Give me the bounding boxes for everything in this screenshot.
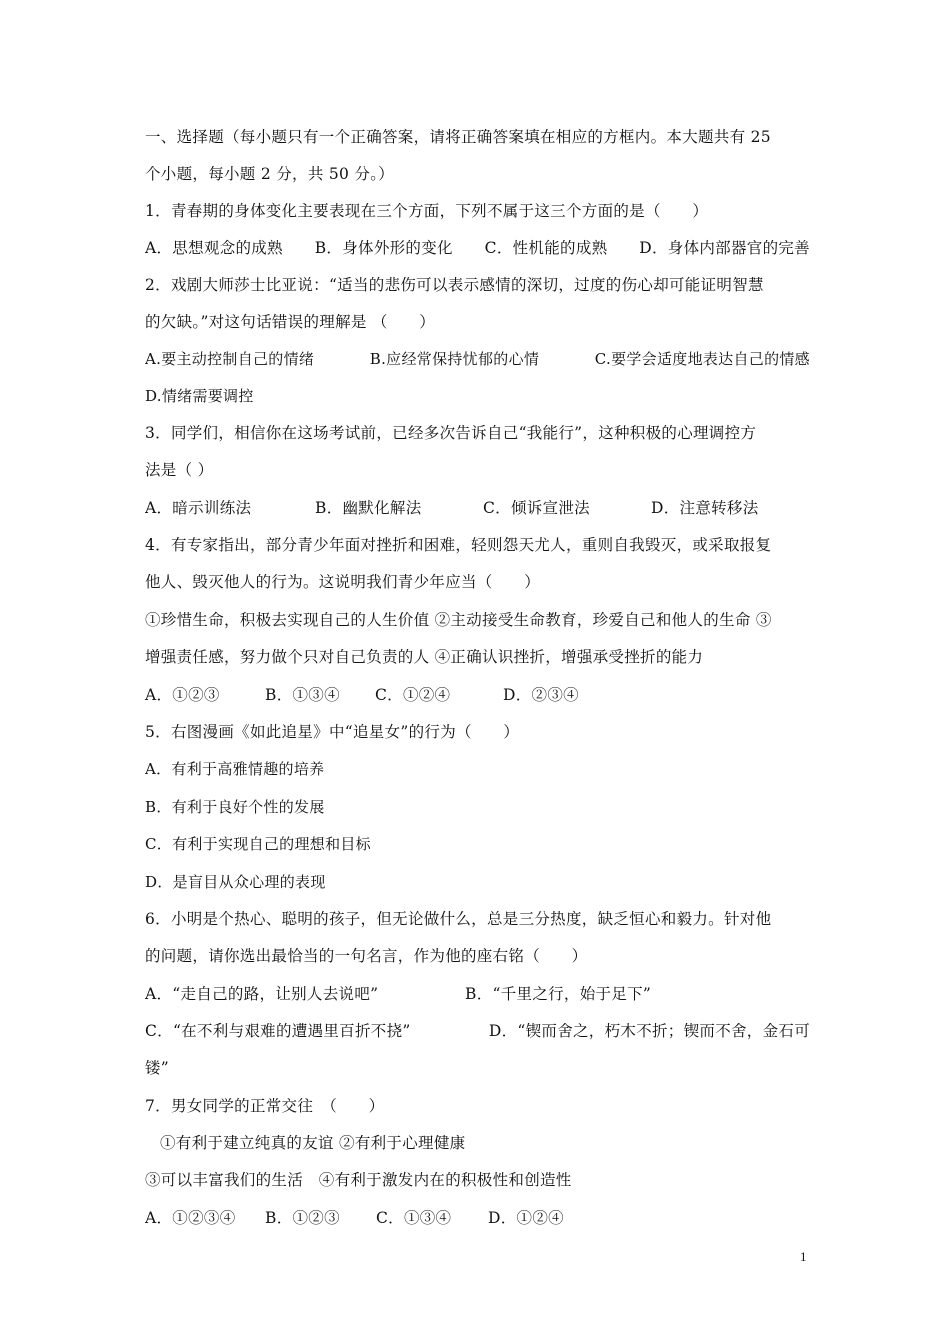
question-7-stem: 7．男女同学的正常交往 （ ） [145,1097,385,1115]
question-7-statements-line-1: ①有利于建立纯真的友谊 ②有利于心理健康 [160,1134,466,1152]
question-4-statements-line-2: 增强责任感，努力做个只对自己负责的人 ④正确认识挫折，增强承受挫折的能力 [145,648,704,666]
page-number: 1 [800,1249,807,1264]
question-1-options [145,237,810,259]
q1-option-b: B．身体外形的变化 [314,239,453,257]
q7-option-c: C．①③④ [376,1209,452,1227]
q1-option-d: D．身体内部器官的完善 [639,239,810,257]
q4-option-d: D．②③④ [503,686,579,704]
question-6-options-cd [145,1020,810,1042]
question-4-stem-line-1: 4．有专家指出，部分青少年面对挫折和困难，轻则怨天尤人，重则自我毁灭，或采取报复 [145,536,772,554]
question-6-options-ab [145,983,810,1005]
q2-option-b: B.应经常保持忧郁的心情 [369,350,540,368]
q2-option-a: A.要主动控制自己的情绪 [145,350,315,368]
section-heading-line-1: 一、选择题（每小题只有一个正确答案，请将正确答案填在相应的方框内。本大题共有 25 [145,128,771,146]
question-6-stem-line-1: 6．小明是个热心、聪明的孩子，但无论做什么，总是三分热度，缺乏恒心和毅力。针对他 [145,910,772,928]
q5-option-d: D．是盲目从众心理的表现 [145,873,326,891]
q1-option-a: A．思想观念的成熟 [145,239,283,257]
q6-option-b: B．“千里之行，始于足下” [465,985,652,1003]
q5-option-c: C．有利于实现自己的理想和目标 [145,835,371,853]
q4-option-c: C．①②④ [375,686,451,704]
q5-option-a: A．有利于高雅情趣的培养 [145,760,325,778]
section-heading-line-2: 个小题，每小题 2 分，共 50 分。） [145,165,395,183]
q4-option-a: A．①②③ [145,686,220,704]
question-4-options [145,684,810,706]
q7-option-b: B．①②③ [265,1209,340,1227]
question-5-stem: 5．右图漫画《如此追星》中“追星女”的行为（ ） [145,723,520,741]
question-3-stem-line-1: 3．同学们，相信你在这场考试前，已经多次告诉自己“我能行”，这种积极的心理调控方 [145,424,757,442]
q4-option-b: B．①③④ [265,686,340,704]
question-1-stem: 1．青春期的身体变化主要表现在三个方面，下列不属于这三个方面的是（ ） [145,202,709,220]
question-7-statements-line-2: ③可以丰富我们的生活 ④有利于激发内在的积极性和创造性 [145,1171,572,1189]
q6-option-d-line-2: 镂” [145,1059,170,1077]
question-3-options [145,497,810,519]
question-4-statements-line-1: ①珍惜生命，积极去实现自己的人生价值 ②主动接受生命教育，珍爱自己和他人的生命 ③ [145,611,772,629]
q7-option-d: D．①②④ [488,1209,564,1227]
q7-option-a: A．①②③④ [145,1209,236,1227]
q2-option-c: C.要学会适度地表达自己的情感 [594,350,810,368]
q3-option-b: B．幽默化解法 [315,499,422,517]
q1-option-c: C．性机能的成熟 [484,239,608,257]
q3-option-c: C．倾诉宣泄法 [483,499,590,517]
question-3-stem-line-2: 法是（ ） [145,461,214,479]
question-6-stem-line-2: 的问题，请你选出最恰当的一句名言，作为他的座右铭（ ） [145,947,588,965]
q2-option-d: D.情绪需要调控 [145,387,254,405]
q6-option-d-line-1: D．“锲而舍之，朽木不折；锲而不舍，金石可 [488,1022,810,1040]
q3-option-a: A．暗示训练法 [145,499,252,517]
q6-option-a: A．“走自己的路，让别人去说吧” [145,985,379,1003]
question-4-stem-line-2: 他人、毁灭他人的行为。这说明我们青少年应当（ ） [145,573,541,591]
question-2-stem-line-2: 的欠缺。”对这句话错误的理解是 （ ） [145,313,436,331]
q3-option-d: D．注意转移法 [651,499,759,517]
question-2-options [145,348,810,370]
q5-option-b: B．有利于良好个性的发展 [145,798,325,816]
question-2-stem-line-1: 2．戏剧大师莎士比亚说：“适当的悲伤可以表示感情的深切，过度的伤心却可能证明智慧 [145,276,764,294]
question-7-options [145,1207,810,1229]
q6-option-c: C．“在不利与艰难的遭遇里百折不挠” [145,1022,411,1040]
